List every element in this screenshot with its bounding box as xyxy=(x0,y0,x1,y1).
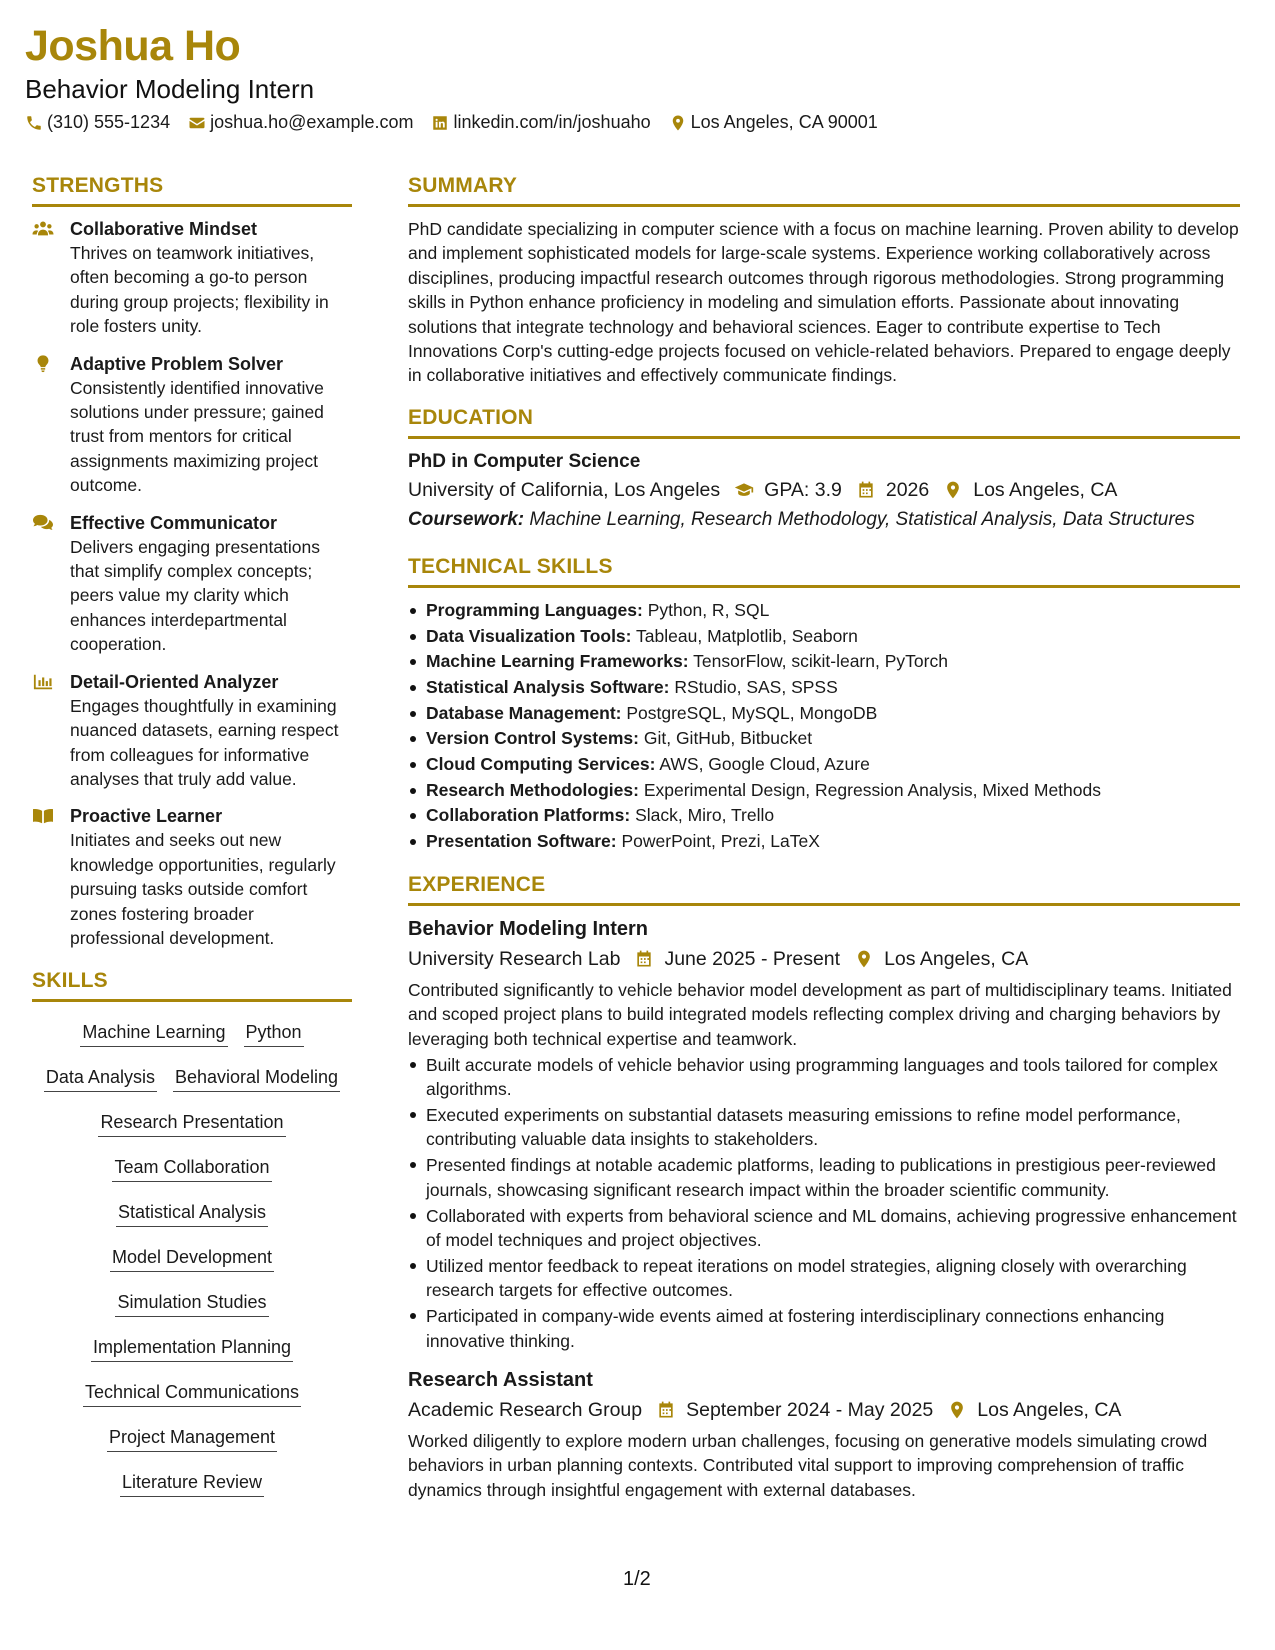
skill-tag: Data Analysis xyxy=(44,1064,157,1092)
strength-item xyxy=(32,804,352,950)
skills-tags xyxy=(32,1008,352,1508)
skill-label: Cloud Computing Services: xyxy=(426,754,656,775)
summary-heading: SUMMARY xyxy=(408,174,1240,207)
strength-desc: Engages thoughtfully in examining nuanced datasets, earning respect from colleagues for informative analyses that truly add value. xyxy=(70,695,339,789)
strength-title: Effective Communicator xyxy=(70,512,278,533)
summary-text: PhD candidate specializing in computer science with a focus on machine learning. Proven ability to develop and implement sophisticated models for large-scale systems. Experience working collaboratively across disciplines, producing impactful research outcomes through rigorous methodologies. Strong programming skills in Python enhance proficiency in modeling and simulation efforts. Passionate about innovating solutions that integrate technology and behavioral sciences. Eager to contribute expertise to Tech Innovations Corp's cutting-edge projects focused on vehicle-related behaviors. Prepared to engage deeply in collaborative initiatives and effectively communicate findings. xyxy=(408,219,1239,386)
right-column xyxy=(408,174,1240,1502)
technical-skills-heading: TECHNICAL SKILLS xyxy=(408,555,1240,588)
job-org: Academic Research Group xyxy=(408,1398,643,1421)
list-item xyxy=(408,778,1240,804)
skill-label: Presentation Software: xyxy=(426,831,617,852)
strength-title: Detail-Oriented Analyzer xyxy=(70,671,279,692)
map-marker-icon xyxy=(947,1400,967,1420)
skill-label: Database Management: xyxy=(426,702,622,723)
map-marker-icon xyxy=(669,114,687,132)
book-open-icon xyxy=(32,806,54,826)
email-text[interactable]: joshua.ho@example.com xyxy=(210,112,414,132)
strength-item xyxy=(32,511,352,657)
strength-desc: Delivers engaging presentations that simplify complex concepts; peers value my clarity which enhances interdepartmental cooperation. xyxy=(70,536,321,655)
contact-email[interactable] xyxy=(188,112,413,133)
list-item xyxy=(408,752,1240,778)
grad-year: 2026 xyxy=(885,478,930,501)
contact-phone xyxy=(25,112,170,133)
school: University of California, Los Angeles xyxy=(408,478,721,501)
envelope-icon xyxy=(188,114,206,132)
list-item xyxy=(408,726,1240,752)
skill-value: PostgreSQL, MySQL, MongoDB xyxy=(626,702,878,723)
degree: PhD in Computer Science xyxy=(408,450,641,472)
list-item xyxy=(408,803,1240,829)
strengths-heading: STRENGTHS xyxy=(32,174,352,207)
strength-title: Adaptive Problem Solver xyxy=(70,353,284,374)
list-item: Utilized mentor feedback to repeat iterations on model strategies, aligning closely with overarching research targets for effective outcomes. xyxy=(408,1254,1240,1303)
skills-heading: SKILLS xyxy=(32,969,352,1002)
skill-value: Git, GitHub, Bitbucket xyxy=(643,728,813,749)
map-marker-icon xyxy=(943,480,963,500)
calendar-icon xyxy=(656,1400,676,1420)
skill-tag: Literature Review xyxy=(120,1469,264,1497)
job-description: Worked diligently to explore modern urban challenges, focusing on generative models simulating crowd behaviors in urban planning contexts. Contributed vital support to improving comprehension of traffic dynamics through insightful engagement with external databases. xyxy=(408,1430,1208,1500)
skill-value: Slack, Miro, Trello xyxy=(635,805,775,826)
job-entry xyxy=(408,1367,1240,1502)
list-item xyxy=(408,829,1240,855)
list-item xyxy=(408,624,1240,650)
skill-label: Statistical Analysis Software: xyxy=(426,676,670,697)
strength-desc: Consistently identified innovative solutions under pressure; gained trust from mentors for critical assignments maximizing project outcome. xyxy=(70,377,324,496)
job-org: University Research Lab xyxy=(408,947,621,970)
phone-text: (310) 555-1234 xyxy=(47,112,171,132)
strength-title: Proactive Learner xyxy=(70,806,223,827)
contact-bar xyxy=(25,112,896,133)
skill-tag: Project Management xyxy=(107,1424,277,1452)
skill-tag: Machine Learning xyxy=(80,1019,227,1047)
strength-desc: Initiates and seeks out new knowledge opportunities, regularly pursuing tasks outside comfort zones fostering broader professional development. xyxy=(70,830,336,948)
experience-heading: EXPERIENCE xyxy=(408,873,1240,906)
skill-label: Machine Learning Frameworks: xyxy=(426,651,689,672)
comments-icon xyxy=(32,513,54,533)
skill-tag: Model Development xyxy=(110,1244,274,1272)
skill-label: Data Visualization Tools: xyxy=(426,625,632,646)
skill-tag: Simulation Studies xyxy=(115,1289,268,1317)
edu-location: Los Angeles, CA xyxy=(973,478,1118,501)
calendar-icon xyxy=(634,949,654,969)
skill-tag: Team Collaboration xyxy=(112,1154,271,1182)
list-item: Built accurate models of vehicle behavior using programming languages and tools tailored for complex algorithms. xyxy=(408,1053,1240,1102)
job-dates: June 2025 - Present xyxy=(664,947,841,970)
job-location: Los Angeles, CA xyxy=(977,1398,1122,1421)
users-icon xyxy=(32,219,54,239)
skill-label: Research Methodologies: xyxy=(426,779,639,800)
education-meta xyxy=(408,475,1240,505)
calendar-icon xyxy=(856,480,876,500)
list-item xyxy=(408,701,1240,727)
linkedin-icon xyxy=(431,114,449,132)
list-item: Presented findings at notable academic platforms, leading to publications in prestigious peer-reviewed journals, showcasing significant research impact within the broader scientific community. xyxy=(408,1153,1240,1202)
job-meta xyxy=(408,942,1240,976)
linkedin-text[interactable]: linkedin.com/in/joshuaho xyxy=(453,112,651,132)
job-location: Los Angeles, CA xyxy=(884,947,1029,970)
skill-tag: Python xyxy=(244,1019,304,1047)
chart-bar-icon xyxy=(32,672,54,692)
coursework-label: Coursework: xyxy=(408,508,525,530)
list-item xyxy=(408,598,1240,624)
strength-item xyxy=(32,217,352,339)
skill-tag: Statistical Analysis xyxy=(116,1199,268,1227)
list-item: Executed experiments on substantial datasets measuring emissions to refine model performance, contributing valuable data insights to stakeholders. xyxy=(408,1103,1240,1152)
list-item: Collaborated with experts from behavioral science and ML domains, achieving progressive enhancement of model techniques and project objectives. xyxy=(408,1204,1240,1253)
graduation-cap-icon xyxy=(734,480,754,500)
gpa: GPA: 3.9 xyxy=(764,478,842,501)
skill-value: PowerPoint, Prezi, LaTeX xyxy=(621,831,820,852)
job-description: Contributed significantly to vehicle behavior model development as part of multidisciplinary teams. Initiated and scoped project plans to build integrated models reflecting complex driving and charging behaviors by leveraging both technical expertise and teamwork. xyxy=(408,979,1232,1049)
skill-tag: Technical Communications xyxy=(83,1379,301,1407)
job-entry xyxy=(408,916,1240,1353)
page-number: 1/2 xyxy=(623,1568,651,1590)
strength-item xyxy=(32,352,352,498)
skill-value: TensorFlow, scikit-learn, PyTorch xyxy=(693,651,948,672)
list-item: Participated in company-wide events aimed at fostering interdisciplinary connections enhancing innovative thinking. xyxy=(408,1304,1240,1353)
skill-value: Python, R, SQL xyxy=(647,599,770,620)
left-column xyxy=(32,174,352,1508)
skill-label: Programming Languages: xyxy=(426,599,643,620)
coursework-list: Machine Learning, Research Methodology, Statistical Analysis, Data Structures xyxy=(529,508,1195,530)
lightbulb-icon xyxy=(32,354,54,374)
phone-icon xyxy=(25,114,43,132)
map-marker-icon xyxy=(854,949,874,969)
contact-location xyxy=(669,112,878,133)
contact-linkedin[interactable] xyxy=(431,112,650,133)
technical-skills-list xyxy=(408,598,1240,855)
skill-value: AWS, Google Cloud, Azure xyxy=(659,754,870,775)
job-meta xyxy=(408,1393,1240,1427)
skill-value: RStudio, SAS, SPSS xyxy=(674,676,838,697)
skill-value: Experimental Design, Regression Analysis, Mixed Methods xyxy=(643,779,1101,800)
strength-item xyxy=(32,670,352,792)
list-item xyxy=(408,675,1240,701)
strength-desc: Thrives on teamwork initiatives, often becoming a go-to person during group projects; flexibility in role fosters unity. xyxy=(70,243,329,337)
skill-label: Version Control Systems: xyxy=(426,728,639,749)
skill-label: Collaboration Platforms: xyxy=(426,805,631,826)
skill-tag: Behavioral Modeling xyxy=(173,1064,340,1092)
coursework xyxy=(408,505,1240,535)
candidate-title: Behavior Modeling Intern xyxy=(25,74,315,104)
strength-title: Collaborative Mindset xyxy=(70,219,258,239)
education-heading: EDUCATION xyxy=(408,406,1240,439)
skill-tag: Research Presentation xyxy=(98,1109,285,1137)
job-bullets xyxy=(408,1053,1240,1353)
location-text: Los Angeles, CA 90001 xyxy=(690,112,878,132)
skill-value: Tableau, Matplotlib, Seaborn xyxy=(636,625,858,646)
list-item xyxy=(408,649,1240,675)
candidate-name: Joshua Ho xyxy=(25,22,241,70)
job-role: Behavior Modeling Intern xyxy=(408,917,649,940)
skill-tag: Implementation Planning xyxy=(91,1334,293,1362)
job-dates: September 2024 - May 2025 xyxy=(686,1398,934,1421)
job-role: Research Assistant xyxy=(408,1368,593,1391)
